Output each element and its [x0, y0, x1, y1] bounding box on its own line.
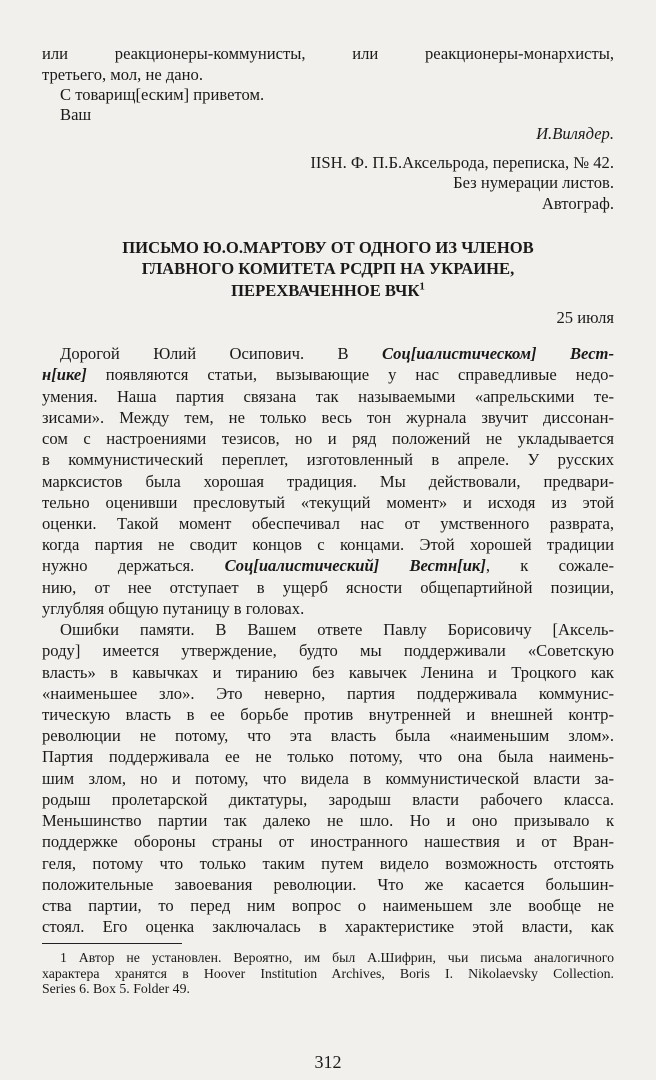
document-heading: ГЛАВНОГО КОМИТЕТА РСДРП НА УКРАИНЕ, — [141, 259, 515, 279]
text-line: Партия поддерживала ее не только потому, что она была наимень- — [42, 747, 614, 767]
footnote-mark: 1 — [419, 279, 425, 292]
journal-title: н[ике] — [42, 365, 87, 385]
footnote-line: Series 6. Box 5. Folder 49. — [42, 981, 190, 996]
text-line — [42, 344, 614, 364]
text-line: зисами». Между тем, не только весь тон журнала звучит диссонан- — [42, 407, 614, 427]
text-line: умения. Наша партия связана так называемыми «апрельскими те- — [42, 386, 614, 406]
page-number: 312 — [314, 1052, 342, 1072]
text-line: революции не потому, что эта власть была «наименьшим злом». — [42, 726, 614, 746]
text-line: шим злом, но и потому, что видела в коммунистической власти за- — [42, 768, 614, 788]
journal-title: Соц[иалистический] Вестн[ик] — [224, 556, 486, 576]
text-line: в коммунистический переплет, изготовленный в апреле. У русских — [42, 450, 614, 470]
text-line: когда партия не сводит концов с концами. Этой хорошей традиции — [42, 535, 614, 555]
text-line: геля, потому что только таким путем видело возможность отстоять — [42, 853, 614, 873]
text-line: положительные завоевания революции. Что же касается большин- — [42, 874, 614, 894]
text-line: тическую власть в ее борьбе против внутренней и внешней контр- — [42, 705, 614, 724]
text-line: поддержке обороны страны от иностранного нашествия и от Вран- — [42, 832, 614, 852]
text-span: , к сожале- — [485, 556, 614, 576]
greeting: С товарищ[еским] приветом. — [60, 84, 265, 104]
text-line: Меньшинство партии так далеко не шло. Но и оно призывало к — [42, 811, 614, 831]
text-line: ства партии, то перед ним вопрос о наименьшем зле вообще не — [42, 896, 614, 916]
footnote-rule — [42, 943, 182, 944]
source-citation: Без нумерации листов. — [453, 173, 614, 193]
journal-title: Соц[иалистическом] Вест- — [382, 344, 614, 364]
text-line: углубляя общую путаницу в головах. — [42, 598, 305, 618]
text-line: «наименьшее зло». Это неверно, партия поддерживала коммунис- — [42, 683, 614, 703]
text-line — [42, 556, 614, 576]
text-span: появляются статьи, вызывающие у нас справедливые недо- — [86, 365, 614, 385]
text-line: третьего, мол, не дано. — [42, 64, 203, 84]
text-line: нию, от нее отступает в ущерб ясности общепартийной позиции, — [42, 577, 614, 597]
footnote-line: характера хранятся в Hoover Institution Archives, Boris I. Nikolaevsky Collection. — [42, 966, 614, 982]
text-line: тельно оценивши пресловутый «текущий момент» и исходя из этой — [42, 492, 614, 512]
text-line: стоял. Его оценка заключалась в характеристике этой власти, как — [42, 917, 614, 937]
valediction: Ваш — [60, 105, 92, 125]
text-line — [42, 365, 614, 385]
document-heading — [42, 281, 614, 301]
text-line: сом с настроениями тезисов, но и ряд положений не укладывается — [42, 429, 614, 449]
source-citation: IISH. Ф. П.Б.Аксельрода, переписка, № 42. — [310, 153, 614, 173]
text-line: марксистов была хорошая традиция. Мы действовали, предвари- — [42, 471, 614, 491]
text-line: или реакционеры-коммунисты, или реакционеры-монархисты, — [42, 44, 614, 64]
signature: И.Вилядер. — [536, 123, 614, 143]
document-heading: ПИСЬМО Ю.О.МАРТОВУ ОТ ОДНОГО ИЗ ЧЛЕНОВ — [122, 238, 534, 258]
text-line: Ошибки памяти. В Вашем ответе Павлу Борисовичу [Аксель- — [60, 620, 614, 640]
text-line: оценки. Такой момент обеспечивал нас от умственного разврата, — [42, 513, 614, 533]
source-citation: Автограф. — [541, 193, 614, 213]
letter-date: 25 июля — [556, 308, 614, 328]
text-line: власть» в кавычках и тиранию без кавычек Ленина и Троцкого как — [42, 662, 614, 682]
text-span: Дорогой Юлий Осипович. В — [60, 344, 382, 364]
text-span: нужно держаться. — [42, 556, 225, 576]
heading-text: ПЕРЕХВАЧЕННОЕ ВЧК — [231, 280, 420, 300]
text-line: роду] имеется утверждение, будто мы поддерживали «Советскую — [42, 641, 614, 661]
text-line: родыш пролетарской диктатуры, зародыш власти рабочего класса. — [42, 789, 614, 809]
footnote-line: 1 Автор не установлен. Вероятно, им был А.Шифрин, чьи письма аналогичного — [60, 949, 614, 965]
